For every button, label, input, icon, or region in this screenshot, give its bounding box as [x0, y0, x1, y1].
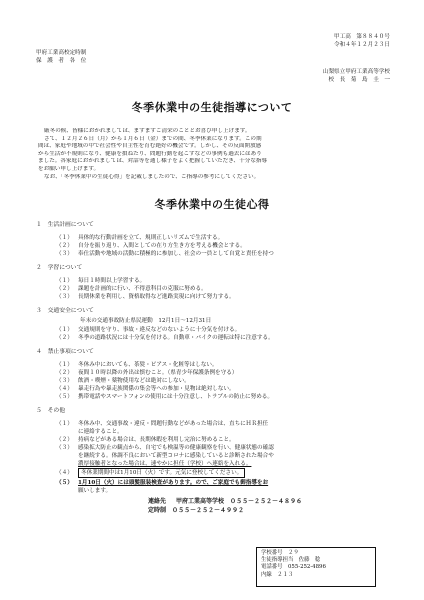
info-line: 生徒指導担当 佐藤 稔	[261, 557, 321, 564]
notice-line: 間は、家庭や地域の中で社会性や自主性を育む絶好の機会です。しかし、その反面開放感	[38, 143, 262, 150]
section-heading: ５ その他	[36, 408, 65, 414]
rule-item: （２） 冬季の道路状況には十分気を付ける。自動車・バイクの運転は特に注意する。	[56, 335, 274, 341]
contact-label: 連絡先	[148, 498, 167, 505]
rule-item: （１） 冬休み中においても、茶髪・ピアス・化粧等はしない。	[56, 362, 218, 368]
notice-body	[38, 128, 390, 181]
recipient-line-2: 保 護 者 各 位	[36, 58, 87, 64]
rule-item: （１） 毎日１時間以上学習する。	[56, 278, 146, 284]
rule-item: （５） 1月10日（火）には頭髪服装検査があります。ので、ご家庭でも御指導をお	[56, 480, 269, 486]
notice-line: ました。各家庭におかれましては、対話等を通し様子をよく把握していただき、十分な指導	[38, 158, 268, 165]
rule-item: （３） 飲酒・喫煙・薬物使用などは絶対にしない。	[56, 378, 190, 384]
rule-item-cont: を継続する。体調不良において新型コロナに感染していると診断された場合や	[78, 453, 274, 459]
rule-item: （３） 感染拡大防止の観点から、自宅でも検温等の健康観察を行い、健康状態の確認	[56, 445, 274, 451]
recipient-line-1: 甲府工業高校定時制	[36, 50, 87, 56]
notice-line: から生活が不規則になり、健康を損ねたり、問題行動を起こすなどの事例も過去にはあり	[38, 150, 262, 157]
rule-item: （４） 冬休業期間中は1月10日（火）です。元気に登校してください。	[56, 470, 245, 478]
rule-item: （５） 携帯電話やスマートフォンの使用には十分注意し、トラブルの防止に努める。	[56, 394, 273, 400]
notice-line: さて、１２月２６日（月）から１月６日（金）までの間、冬季休業になります。この期	[44, 135, 262, 142]
notice-line: なお、「冬季休業中の生徒心得」を記載しましたので、ご指導の参考にしてください。	[44, 173, 260, 180]
rule-item: （２） 持病などがある場合は、長期休暇を利用し完治に努めること。	[56, 437, 235, 443]
rule-item: （１） 具体的な行動計画を立て、規則正しいリズムで生活する。	[56, 235, 224, 241]
section-heading: １ 生活計画について	[36, 222, 94, 228]
info-line: 内線 ２１３	[261, 571, 294, 578]
contact-fax: 定時制 ０５５－２５２－４９９２	[148, 507, 245, 514]
rule-item-cont: 濃厚接触者となった場合は、速やかに担任（学校）へ連絡を入れる。	[78, 461, 252, 467]
section-heading: ２ 学習について	[36, 265, 83, 271]
rule-item: （１） 交通規則を守り、事故・違反などのないように十分気を付ける。	[56, 327, 241, 333]
notice-title: 冬季休業中の生徒指導について	[131, 101, 293, 114]
rule-item: （２） 夜間１０時以降の外出は慎むこと。（県青少年保護条例を守る）	[56, 370, 238, 376]
notice-line: 厳冬の候、皆様におかれましては、ますますご清栄のこととお喜び申し上げます。	[44, 128, 251, 134]
rule-item: （２） 自分を振り返り、入間としての在り方生き方を考える機会とする。	[56, 243, 246, 249]
campaign-note: 年末の交通事故防止県民運動 12月1日～12月31日	[80, 318, 212, 324]
doc-number: 甲工高 第８８４０号	[334, 34, 390, 40]
doc-date: 令和４年１２月２３日	[334, 42, 390, 48]
rule-item: （３） 奉仕活動や地域の活動に積極的に参加し、社会の一員として自覚と責任を持つ	[56, 251, 274, 257]
rule-item: （１） 冬休み中、交通事故・違反・問題行動などがあった場合は、直ちにＨＲ担任	[56, 421, 269, 427]
section-heading: ４ 禁止事項について	[36, 349, 94, 355]
info-line: 学校番号 ２９	[261, 550, 299, 556]
rule-item: （３） 長期休業を利用し、資格取得など進路実現に向けて努力する。	[56, 294, 235, 300]
rule-item-cont: 願いします。	[78, 488, 112, 494]
school-name: 山梨県立甲府工業高等学校	[322, 69, 390, 75]
rule-item: （４） 暴走行為や暴走族関係の集会等への参加・見物は絶対しない。	[56, 386, 235, 392]
principal-name: 校 長 菊 島 圭 一	[328, 77, 390, 83]
section-heading: ３ 交通安全について	[36, 308, 94, 314]
notice-line: をお願い申し上げます。	[38, 165, 100, 172]
rule-item: （２） 課題を計画的に行い、不得意科目の克服に努める。	[56, 286, 207, 292]
contact-school: 甲府工業高等学校 ０５５－２５２－４８９６	[176, 498, 303, 505]
rule-item-cont: に連絡すること。	[78, 429, 123, 435]
school-info-box	[256, 547, 376, 587]
info-line: 電話番号 055-252-4896	[261, 564, 326, 571]
rules-title: 冬季休業中の生徒心得	[154, 198, 270, 211]
